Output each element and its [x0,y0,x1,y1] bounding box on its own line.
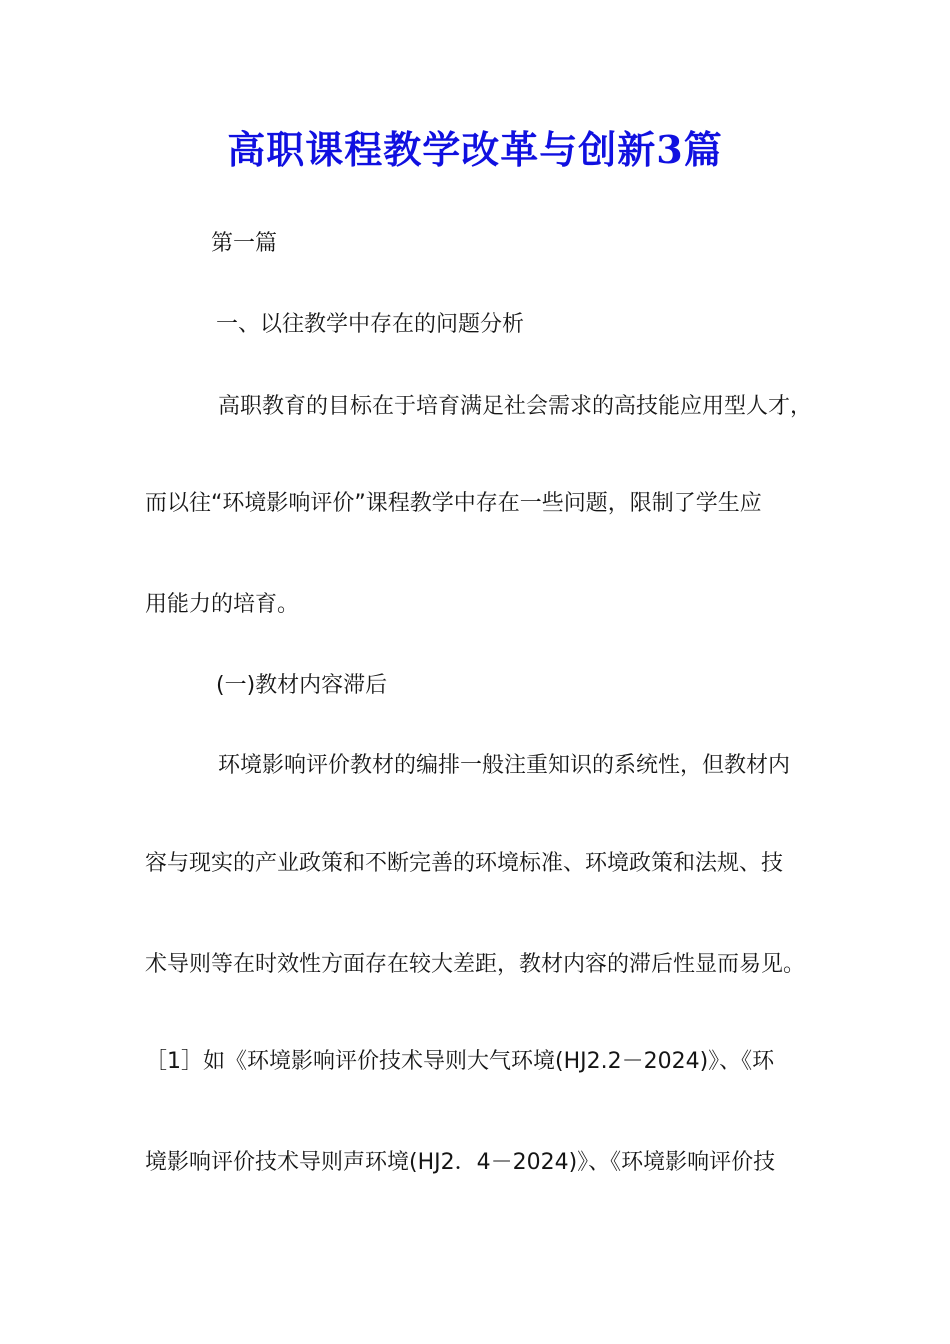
paragraph-line: 术导则等在时效性方面存在较大差距，教材内容的滞后性显而易见。 [145,952,806,977]
section-heading: 第一篇 [211,231,278,256]
paragraph-line: 而以往“环境影响评价”课程教学中存在一些问题，限制了学生应 [145,491,762,516]
subsection-heading: (一)教材内容滞后 [216,673,388,698]
paragraph-line: 环境影响评价教材的编排一般注重知识的系统性，但教材内 [218,753,791,778]
paragraph-line: 高职教育的目标在于培育满足社会需求的高技能应用型人才， [218,394,813,419]
paragraph-line: ［1］如《环境影响评价技术导则大气环境(HJ2.2－2024)》、《环 [145,1049,775,1074]
document-title: 高职课程教学改革与创新3篇 [227,127,723,172]
subsection-heading: 一、以往教学中存在的问题分析 [216,312,525,337]
paragraph-line: 容与现实的产业政策和不断完善的环境标准、环境政策和法规、技 [145,851,784,876]
paragraph-line: 境影响评价技术导则声环境(HJ2．4－2024)》、《环境影响评价技 [145,1150,776,1175]
paragraph-line: 用能力的培育。 [145,592,300,617]
